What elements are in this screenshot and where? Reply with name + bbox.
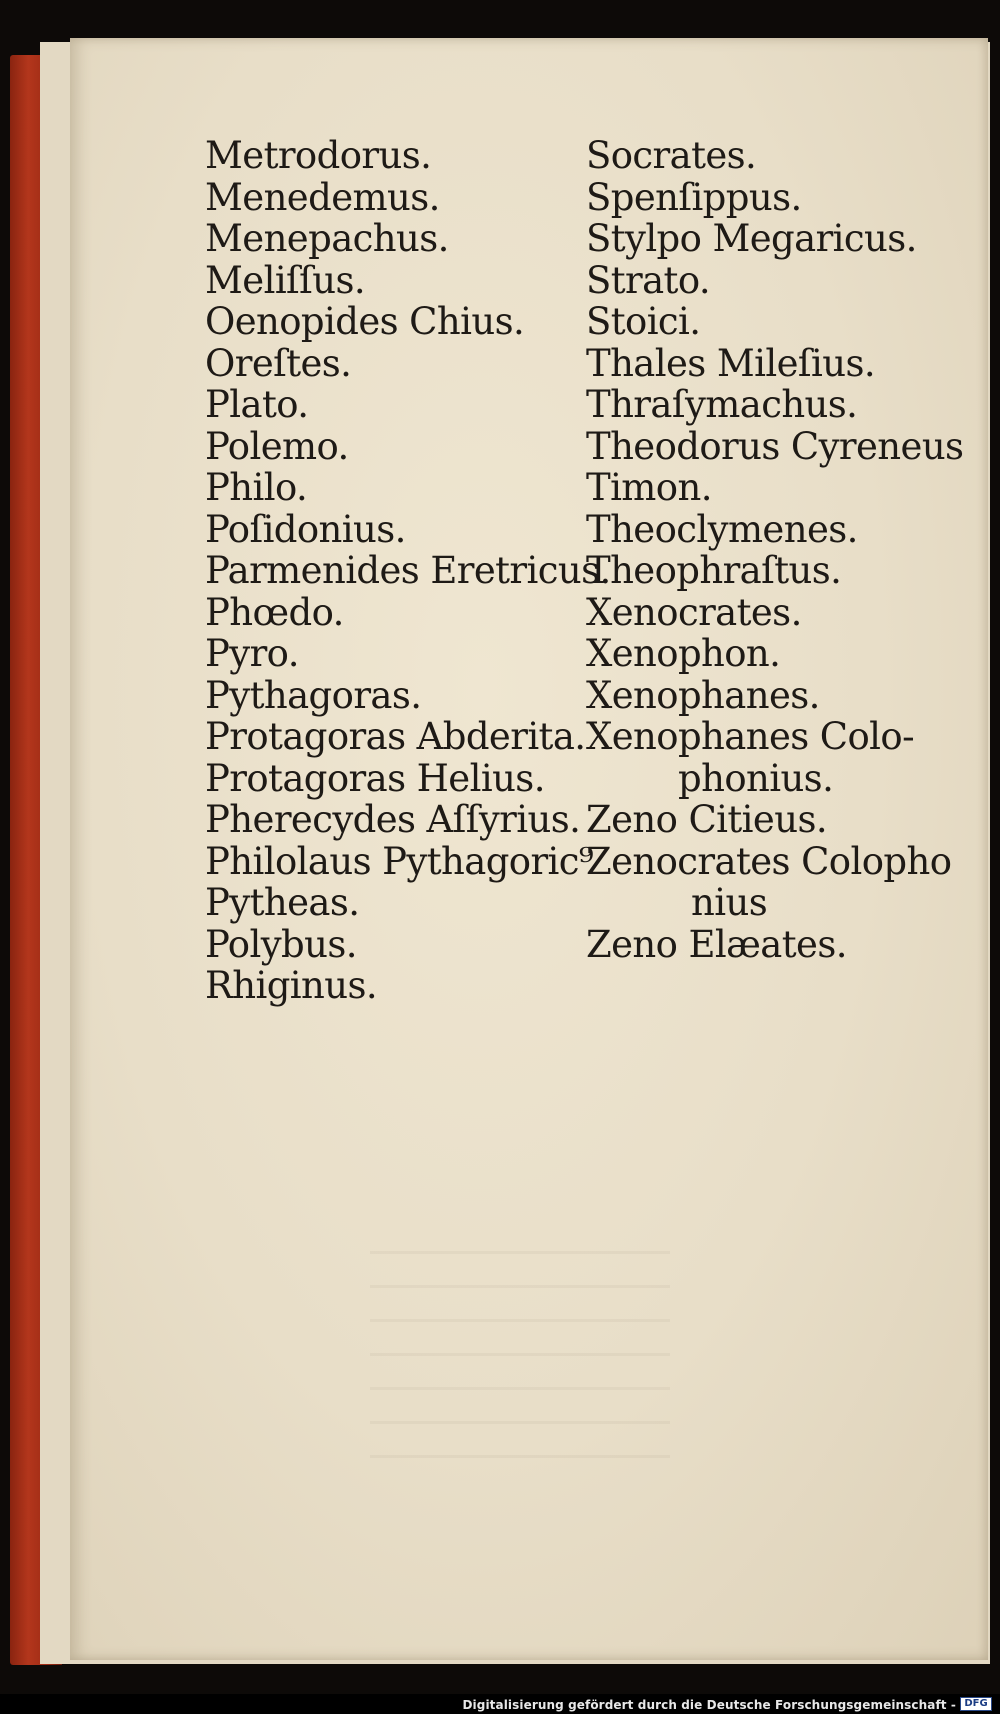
name-entry: Timon. [586,466,712,509]
name-entry: Philo. [205,466,308,509]
name-entry-continuation: phonius. [678,756,834,800]
name-entry: Plato. [205,383,309,426]
name-entry: Oenopides Chius. [205,300,525,343]
footer-credit-text: Digitalisierung gefördert durch die Deutsche Forschungsgemeinschaft - [462,1698,956,1712]
name-entry: Thraſymachus. [586,383,858,426]
name-entry: Polybus. [205,922,357,966]
name-entry: Xenophon. [586,632,781,675]
name-entry: Meliſſus. [205,258,366,302]
names-left-column [205,134,611,1007]
name-entry: Pherecydes Aſſyrius. [205,798,581,841]
name-entry: Parmenides Eretricus. [205,549,611,592]
name-entry: Theoclymenes. [586,507,858,551]
name-entry: Rhiginus. [205,964,378,1007]
name-entry: Zeno Elæates. [586,922,847,966]
name-entry: Oreſtes. [205,341,352,385]
name-entry-continuation: nius [691,881,768,924]
name-entry: Strato. [586,258,711,302]
name-entry: Phœdo. [205,590,344,634]
name-entry: Zeno Citieus. [586,798,827,841]
name-entry: Zenocrates Colopho [586,839,952,883]
name-entry: Xenophanes Colo- [586,715,914,758]
bleed-through [370,1238,670,1458]
name-entry: Pythagoras. [205,673,422,717]
name-entry: Poſidonius. [205,507,406,551]
name-entry: Xenophanes. [586,673,820,717]
name-entry: Stoici. [586,300,701,343]
name-entry: Socrates. [586,134,757,177]
name-entry: Menedemus. [205,175,440,219]
name-entry: Menepachus. [205,217,449,260]
name-entry: Thales Mileſius. [586,341,876,385]
name-entry: Metrodorus. [205,134,432,177]
name-entry: Pytheas. [205,881,360,924]
name-entry: Spenſippus. [586,175,802,219]
names-right-column [586,135,981,965]
name-entry: Philolaus Pythagoric⁹ [205,839,594,883]
name-entry: Xenocrates. [586,590,802,634]
name-entry: Protagoras Abderita. [205,715,586,758]
name-entry: Theophraſtus. [586,549,842,592]
name-entry: Theodorus Cyreneus [586,424,964,468]
dfg-logo-icon: DFG [960,1697,992,1711]
name-entry: Polemo. [205,424,349,468]
name-entry: Stylpo Megaricus. [586,217,917,260]
name-entry: Protagoras Helius. [205,756,545,800]
digitization-footer [0,1694,1000,1714]
name-entry: Pyro. [205,632,299,675]
